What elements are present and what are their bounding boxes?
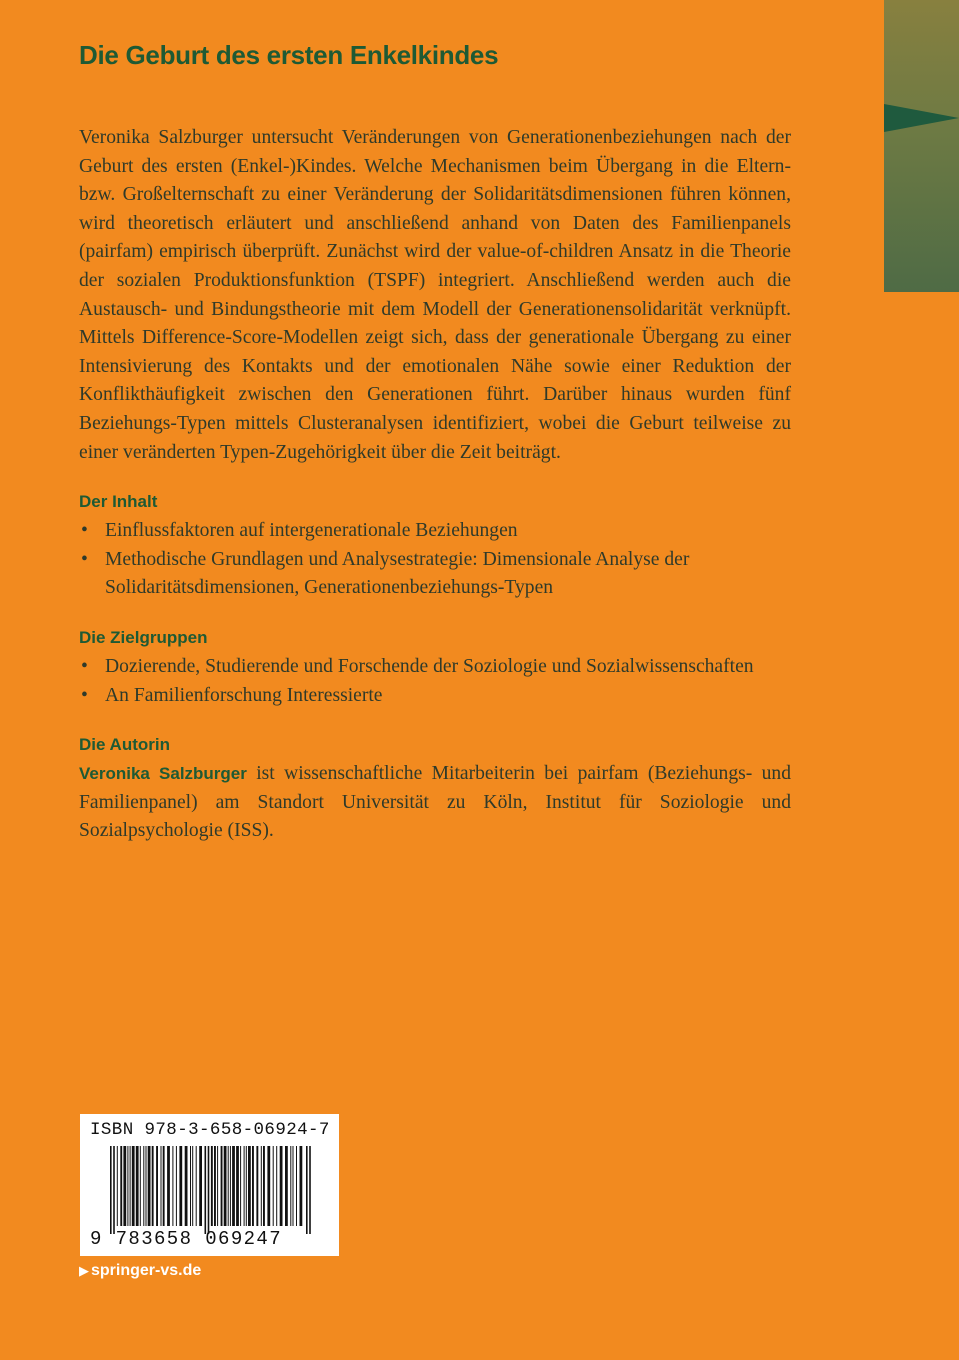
bullet-icon: •	[81, 684, 88, 706]
barcode-bar	[252, 1146, 254, 1226]
barcode-bar	[248, 1146, 251, 1226]
barcode-bar	[179, 1146, 182, 1226]
spine-triangle-mark	[884, 104, 959, 132]
zielgruppen-list	[79, 653, 791, 710]
barcode-bar	[123, 1146, 126, 1226]
spine-color-band	[884, 0, 959, 292]
barcode-bar	[190, 1146, 191, 1226]
isbn-label: ISBN 978-3-658-06924-7	[90, 1120, 330, 1140]
bullet-icon: •	[81, 655, 88, 677]
barcode-bar	[276, 1146, 277, 1226]
list-item: • Einflussfaktoren auf intergenerationale Beziehungen	[79, 517, 791, 546]
barcode-bar	[156, 1146, 158, 1226]
barcode-bar	[285, 1146, 288, 1226]
play-arrow-icon: ▶	[79, 1263, 89, 1278]
barcode-bar	[146, 1146, 147, 1226]
barcode-bar	[163, 1146, 165, 1226]
barcode-bar	[148, 1146, 151, 1226]
inhalt-list	[79, 517, 791, 603]
blurb-paragraph: Veronika Salzburger untersucht Veränderungen von Generationenbeziehungen nach der Geburt des ersten (Enkel-)Kindes. Welche Mechanismen beim Übergang in die Eltern- bzw. Großelternschaft zu einer Veränderung der Solidaritätsdimensionen führen können, wird theoretisch erläutert und anschließend anhand von Daten des Familienpanels (pairfam) empirisch überprüft. Zunächst wird der value-of-children Ansatz in die Theorie der sozialen Produktionsfunktion (TSPF) integriert. Anschließend werden auch die Austausch- und Bindungstheorie mit dem Modell der Generationensolidarität verknüpft. Mittels Difference-Score-Modellen zeigt sich, dass der generationale Übergang zu einer Intensivierung des Kontakts und der emotionalen Nähe sowie einer Reduktion der Konflikthäufigkeit zwischen den Generationen führt. Darüber hinaus wurden fünf Beziehungs-Typen mittels Clusteranalysen identifiziert, wobei die Geburt teilweise zu einer veränderten Typen-Zugehörigkeit über die Zeit beiträgt.	[79, 127, 791, 463]
barcode-bar	[132, 1146, 135, 1226]
barcode-bar	[113, 1146, 115, 1234]
barcode-bar	[214, 1146, 216, 1226]
barcode-bar	[196, 1146, 197, 1226]
barcode-bar	[192, 1146, 193, 1226]
list-item: • Methodische Grundlagen und Analysestrategie: Dimensionale Analyse der Solidaritätsdimensionen, Generationenbeziehungs-Typen	[79, 546, 791, 603]
barcode-bar	[256, 1146, 258, 1226]
barcode-bar	[120, 1146, 122, 1226]
barcode-bar	[143, 1146, 144, 1226]
author-bio-text: ist wissenschaftliche Mitarbeiterin bei pairfam (Beziehungs- und Familienpanel) am Standort Universität zu Köln, Institut für Soziologie und Sozialpsychologie (ISS).	[79, 763, 792, 842]
author-bio	[79, 760, 791, 846]
barcode-bar	[172, 1146, 173, 1226]
barcode-bar	[152, 1146, 154, 1226]
barcode-bar	[228, 1146, 229, 1226]
barcode-bar	[230, 1146, 231, 1226]
section-heading-autorin: Die Autorin	[79, 735, 170, 755]
barcode-bar	[208, 1146, 210, 1234]
barcode-bar	[263, 1146, 265, 1226]
list-item: • Dozierende, Studierende und Forschende der Soziologie und Sozialwissenschaften	[79, 653, 791, 682]
barcode-bar	[199, 1146, 202, 1226]
barcode-bar	[117, 1146, 118, 1226]
barcode-bar	[293, 1146, 294, 1226]
back-cover-content	[79, 124, 791, 846]
barcode-bar	[296, 1146, 297, 1226]
ean-digits: 9 783658 069247	[90, 1228, 283, 1250]
section-heading-inhalt: Der Inhalt	[79, 492, 158, 512]
barcode-bar	[280, 1146, 283, 1226]
barcode-bar	[224, 1146, 227, 1226]
barcode-bar	[300, 1146, 303, 1226]
barcode-bar	[185, 1146, 188, 1226]
barcode-bar	[161, 1146, 162, 1226]
barcode-bar	[176, 1146, 177, 1226]
barcode-bar	[290, 1146, 291, 1226]
barcode-bar	[240, 1146, 241, 1226]
book-title: Die Geburt des ersten Enkelkindes	[79, 40, 499, 70]
publisher-link[interactable]	[79, 1262, 201, 1280]
barcode-bar	[136, 1146, 139, 1226]
barcode-bar	[309, 1146, 311, 1234]
barcode-bar	[140, 1146, 141, 1226]
barcode-bar	[217, 1146, 218, 1226]
list-item: • An Familienforschung Interessierte	[79, 682, 791, 711]
isbn-barcode	[80, 1114, 339, 1256]
barcode-bar	[221, 1146, 223, 1226]
barcode-bar	[244, 1146, 245, 1226]
barcode-bar	[236, 1146, 239, 1226]
barcode-bar	[110, 1146, 112, 1234]
barcode-bar	[167, 1146, 170, 1226]
barcode-bar	[246, 1146, 247, 1226]
barcode-bar	[130, 1146, 131, 1226]
bullet-icon: •	[81, 520, 88, 542]
barcode-bar	[232, 1146, 235, 1226]
barcode-bar	[205, 1146, 207, 1234]
barcode-bar	[211, 1146, 213, 1226]
barcode-bar	[267, 1146, 270, 1226]
barcode-bar	[261, 1146, 262, 1226]
bullet-icon: •	[81, 548, 88, 570]
barcode-bar	[306, 1146, 308, 1234]
barcode-bar	[273, 1146, 274, 1226]
publisher-url: springer-vs.de	[91, 1262, 202, 1279]
author-name: Veronika Salzburger	[79, 764, 247, 784]
barcode-bar	[127, 1146, 128, 1226]
section-heading-zielgruppen: Die Zielgruppen	[79, 627, 208, 647]
